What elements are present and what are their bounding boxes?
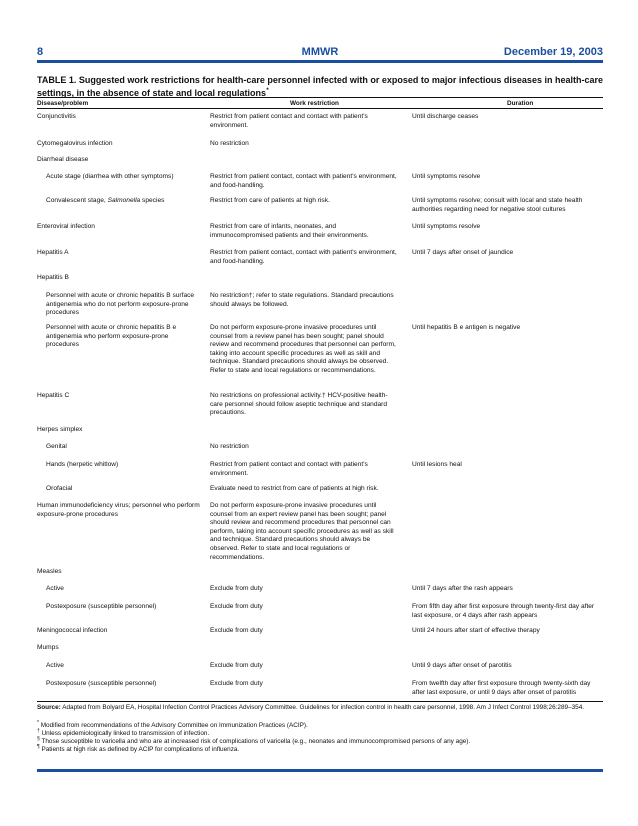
duration-cell: From fifth day after first exposure through twenty-first day after last exposure, or 4 days after rash appears	[412, 603, 595, 619]
disease-suffix: species	[140, 197, 165, 204]
footnote-item	[37, 744, 603, 754]
duration-cell: Until discharge ceases	[412, 113, 479, 120]
restriction-cell: No restriction	[210, 140, 249, 147]
disease-cell: Personnel with acute or chronic hepatitis B surface antigenemia who do not perform exposure-prone procedures	[46, 292, 195, 317]
disease-cell: Hands (herpetic whitlow)	[46, 461, 119, 468]
duration-cell: Until 7 days after the rash appears	[412, 585, 513, 592]
disease-cell: Active	[46, 585, 64, 592]
footer-rule	[37, 769, 603, 772]
restriction-cell: Restrict from care of infants, neonates, and immunocompromised patients and their environments.	[210, 223, 369, 239]
table-title-text: TABLE 1. Suggested work restrictions for health-care personnel infected with or exposed to major infectious diseases in health-care settings, in the absence of state and local regulations	[37, 75, 603, 98]
duration-cell: Until hepatitis B e antigen is negative	[412, 324, 521, 331]
duration-cell: Until 9 days after onset of parotitis	[412, 662, 512, 669]
restriction-cell: No restriction	[210, 443, 249, 450]
disease-cell: Hepatitis C	[37, 392, 70, 399]
restriction-cell: Exclude from duty	[210, 627, 263, 634]
duration-cell: Until 24 hours after start of effective therapy	[412, 627, 540, 634]
restriction-cell: Exclude from duty	[210, 585, 263, 592]
table-header-row	[37, 97, 603, 109]
salmonella-term: Salmonella	[107, 197, 141, 204]
restriction-cell: Exclude from duty	[210, 662, 263, 669]
publication-name: MMWR	[301, 46, 339, 58]
disease-cell: Conjunctivitis	[37, 113, 76, 120]
footnote-mark: *	[37, 720, 39, 726]
table-bottom-rule	[37, 701, 603, 702]
footnote-text: Those susceptible to varicella and who are at increased risk of complications of varicella (e.g., neonates and immunocompromised persons of any age).	[41, 738, 471, 746]
duration-cell: From twelfth day after first exposure through twenty-sixth day after last exposure, or until 9 days after onset of parotitis	[412, 680, 591, 696]
footnote-mark: §	[37, 736, 40, 742]
restriction-cell: Do not perform exposure-prone invasive procedures until counsel from an expert review panel has been sought; panel should review and recommend procedures that personnel can perform, taking into account specific procedures as well as skill and technique. Standard precautions should always be observed. Refer to state and local regulations or recommendations.	[210, 502, 394, 561]
source-note	[37, 704, 603, 712]
disease-cell: Hepatitis B	[37, 274, 69, 281]
duration-cell: Until symptoms resolve	[412, 223, 481, 230]
restriction-cell: Exclude from duty	[210, 680, 263, 687]
source-text: Adapted from Bolyard EA, Hospital Infection Control Practices Advisory Committee. Guidelines for infection control in health care personnel, 1998. Am J Infect Control 1998;26:289–354.	[62, 704, 585, 711]
footnote-mark: ¶	[37, 744, 40, 750]
disease-cell: Mumps	[37, 644, 59, 651]
restriction-cell: Restrict from patient contact and contact with patient's environment.	[210, 461, 368, 477]
restriction-cell: Exclude from duty	[210, 603, 263, 610]
issue-date: December 19, 2003	[503, 46, 603, 58]
duration-cell: Until 7 days after onset of jaundice	[412, 249, 514, 256]
footnote-text: Patients at high risk as defined by ACIP for complications of influenza.	[41, 746, 240, 754]
restriction-cell: Restrict from patient contact, contact with patient's environment, and food-handling.	[210, 173, 397, 189]
column-header-disease: Disease/problem	[37, 100, 89, 107]
restriction-cell: Do not perform exposure-prone invasive procedures until counsel from a review panel has been sought; panel should review and recommend procedures that personnel can perform, taking into account specific procedures as well as skill and technique. Standard precautions should always be observed. Refer to state and local regulations or recommendations.	[210, 324, 396, 374]
disease-cell: Human immunodeficiency virus; personnel who perform exposure-prone procedures	[37, 502, 200, 518]
duration-cell: Until lesions heal	[412, 461, 462, 468]
disease-cell: Active	[46, 662, 64, 669]
restriction-cell: No restriction†; refer to state regulations. Standard precautions should always be followed.	[210, 292, 394, 308]
duration-cell: Until symptoms resolve	[412, 173, 481, 180]
disease-cell: Herpes simplex	[37, 426, 83, 433]
disease-cell: Personnel with acute or chronic hepatitis B e antigenemia who perform exposure-prone procedures	[46, 324, 177, 349]
disease-cell: Postexposure (susceptible personnel)	[46, 680, 157, 687]
restriction-cell: Evaluate need to restrict from care of patients at high risk.	[210, 485, 379, 492]
disease-cell: Cytomegalovirus infection	[37, 140, 113, 147]
source-label: Source:	[37, 704, 61, 711]
disease-cell: Acute stage (diarrhea with other symptoms)	[46, 173, 174, 180]
footnote-text: Unless epidemiologically linked to transmission of infection.	[41, 730, 210, 738]
disease-cell	[46, 197, 196, 206]
page-header	[37, 46, 603, 60]
table-title	[37, 75, 603, 99]
restriction-cell: No restrictions on professional activity.† HCV-positive health-care personnel should follow aseptic technique and standard precautions.	[210, 392, 388, 417]
column-header-restriction: Work restriction	[290, 100, 339, 107]
restriction-cell: Restrict from patient contact, contact with patient's environment, and food-handling.	[210, 249, 397, 265]
footnote-mark: †	[37, 728, 40, 734]
disease-cell: Orofacial	[46, 485, 73, 492]
disease-prefix: Convalescent stage,	[46, 197, 108, 204]
disease-cell: Enteroviral infection	[37, 223, 95, 230]
disease-cell: Hepatitis A	[37, 249, 69, 256]
footnote-text: Modified from recommendations of the Advisory Committee on Immunization Practices (ACIP).	[40, 722, 308, 730]
header-rule	[37, 60, 603, 63]
duration-cell: Until symptoms resolve; consult with local and state health authorities regarding need for negative stool cultures	[412, 197, 583, 213]
table-title-mark: *	[266, 88, 269, 94]
column-header-duration: Duration	[507, 100, 534, 107]
disease-cell: Diarrheal disease	[37, 156, 89, 163]
disease-cell: Measles	[37, 568, 62, 575]
restriction-cell: Restrict from care of patients at high risk.	[210, 197, 330, 204]
disease-cell: Postexposure (susceptible personnel)	[46, 603, 157, 610]
disease-cell: Meningococcal infection	[37, 627, 108, 634]
restriction-cell: Restrict from patient contact and contact with patient's environment.	[210, 113, 368, 129]
page-number: 8	[37, 46, 44, 58]
disease-cell: Genital	[46, 443, 67, 450]
